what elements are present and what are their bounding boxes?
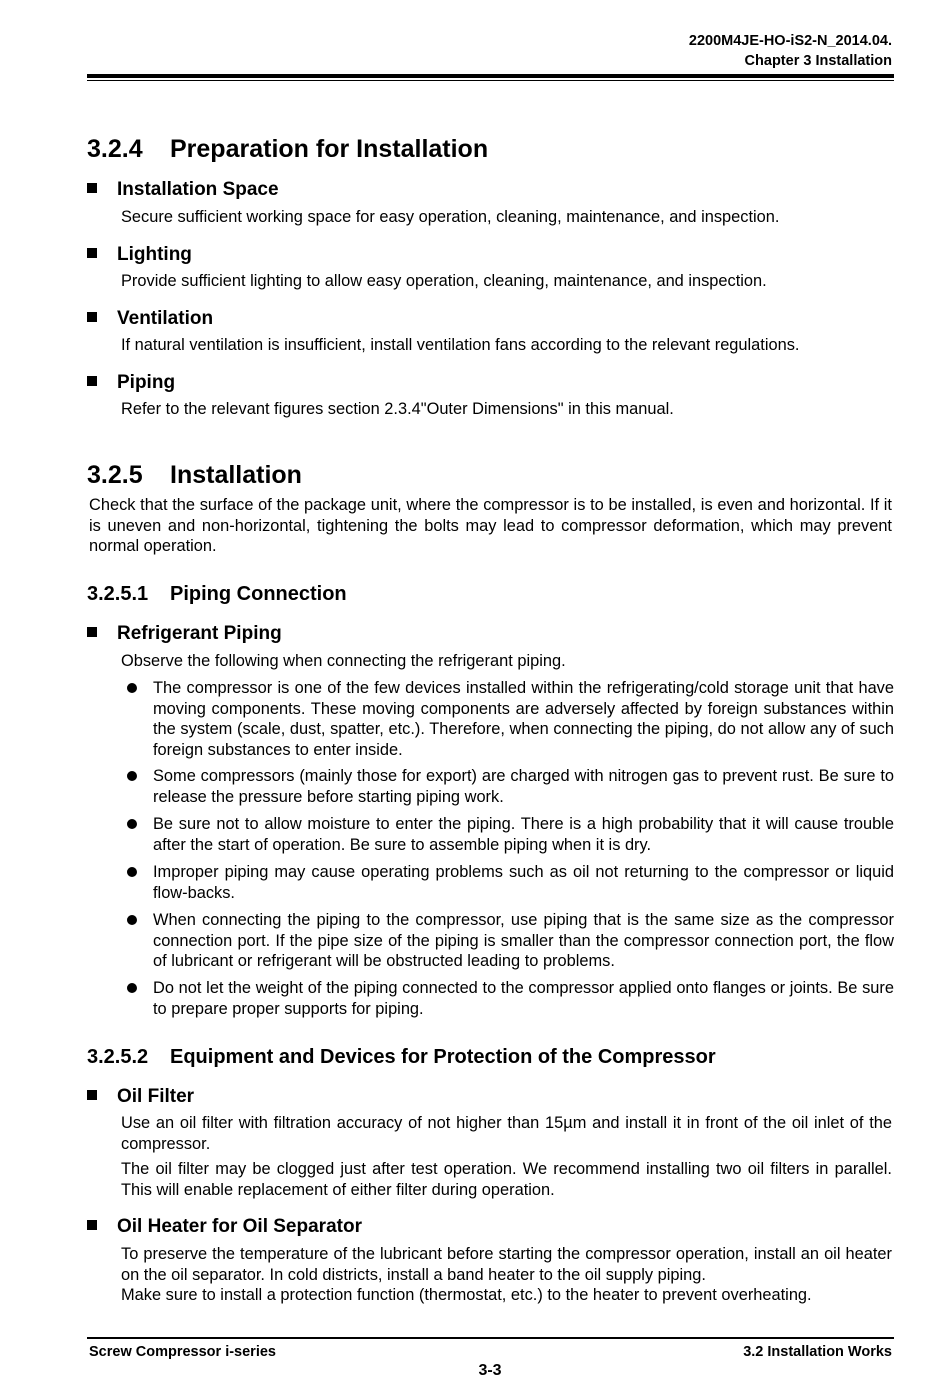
oil-filter-paragraph-1: Use an oil filter with filtration accuracy of not higher than 15µm and install it in front of the oil inlet of the compressor. bbox=[121, 1114, 892, 1153]
list-item bbox=[127, 862, 894, 903]
subsection-refrigerant-piping bbox=[87, 622, 282, 646]
square-bullet-icon bbox=[87, 627, 97, 637]
section-3-2-5-1-heading bbox=[87, 582, 347, 606]
bullet-dot-icon bbox=[127, 983, 137, 993]
bullet-dot-icon bbox=[127, 771, 137, 781]
page-header bbox=[689, 31, 892, 71]
page-number: 3-3 bbox=[478, 1362, 502, 1379]
doc-id: 2200M4JE-HO-iS2-N_2014.04. bbox=[688, 33, 892, 49]
footer-left: Screw Compressor i-series bbox=[89, 1344, 276, 1360]
bullet-dot-icon bbox=[127, 683, 137, 693]
ventilation-text: If natural ventilation is insufficient, install ventilation fans according to the relevant regulations. bbox=[121, 336, 800, 354]
list-item-text: When connecting the piping to the compressor, use piping that is the same size as the compressor connection port. If the pipe size of the piping is smaller than the compressor connection port, the flow of lubricant or refrigerant will be obstructed leading to problems. bbox=[153, 911, 894, 970]
section-3-2-5-2-heading bbox=[87, 1045, 716, 1069]
square-bullet-icon bbox=[87, 1090, 97, 1100]
section-title: Installation bbox=[170, 461, 302, 489]
list-item-text: Improper piping may cause operating problems such as oil not returning to the compressor or liquid flow-backs. bbox=[153, 863, 894, 902]
subsection-title: Oil Filter bbox=[117, 1086, 195, 1107]
bullet-dot-icon bbox=[127, 915, 137, 925]
bullet-dot-icon bbox=[127, 819, 137, 829]
list-item bbox=[127, 766, 894, 807]
list-item-text: Some compressors (mainly those for export) are charged with nitrogen gas to prevent rust. Be sure to release the pressure before starting piping work. bbox=[153, 767, 894, 806]
oil-heater-paragraph-2: Make sure to install a protection function (thermostat, etc.) to the heater to prevent overheating. bbox=[121, 1286, 812, 1304]
subsection-title: Installation Space bbox=[117, 179, 279, 200]
square-bullet-icon bbox=[87, 312, 97, 322]
subsection-piping bbox=[87, 371, 175, 395]
list-item bbox=[127, 978, 894, 1019]
square-bullet-icon bbox=[87, 1220, 97, 1230]
list-item-text: Be sure not to allow moisture to enter the piping. There is a high probability that it will cause trouble after the start of operation. Be sure to assemble piping when it is dry. bbox=[153, 815, 894, 854]
footer-rule bbox=[87, 1337, 894, 1339]
list-item-text: Do not let the weight of the piping connected to the compressor applied onto flanges or joints. Be sure to prepare proper supports for piping. bbox=[153, 979, 894, 1018]
oil-filter-paragraph-2: The oil filter may be clogged just after test operation. We recommend installing two oil filters in parallel. This will enable replacement of either filter during operation. bbox=[121, 1160, 892, 1199]
subsection-title: Oil Heater for Oil Separator bbox=[117, 1216, 362, 1237]
header-rule bbox=[87, 74, 894, 81]
list-item bbox=[127, 814, 894, 855]
installation-space-text: Secure sufficient working space for easy operation, cleaning, maintenance, and inspection. bbox=[121, 208, 780, 226]
installation-paragraph: Check that the surface of the package unit, where the compressor is to be installed, is even and horizontal. If it is uneven and non-horizontal, tightening the bolts may lead to compressor deformation, which may prevent normal operation. bbox=[89, 496, 892, 555]
subsection-title: Piping bbox=[117, 372, 176, 393]
subsection-installation-space bbox=[87, 178, 279, 202]
square-bullet-icon bbox=[87, 183, 97, 193]
list-item bbox=[127, 678, 894, 760]
subsection-oil-filter bbox=[87, 1085, 194, 1109]
subsection-lighting bbox=[87, 243, 192, 267]
square-bullet-icon bbox=[87, 248, 97, 258]
subsection-title: Refrigerant Piping bbox=[117, 623, 282, 644]
section-title: Piping Connection bbox=[170, 583, 347, 605]
subsection-ventilation bbox=[87, 307, 213, 331]
section-3-2-5-heading bbox=[87, 460, 302, 490]
section-number: 3.2.5.2 bbox=[87, 1046, 149, 1068]
piping-text: Refer to the relevant figures section 2.3.4"Outer Dimensions" in this manual. bbox=[121, 400, 674, 418]
footer-right: 3.2 Installation Works bbox=[743, 1344, 892, 1360]
list-item-text: The compressor is one of the few devices installed within the refrigerating/cold storage unit that have moving components. These moving components are adversely affected by foreign substances within the system (scale, dust, spatter, etc.). Therefore, when connecting the piping, do not allow any of such foreign substances to enter inside. bbox=[153, 679, 894, 759]
list-item bbox=[127, 910, 894, 972]
section-number: 3.2.5 bbox=[87, 461, 143, 489]
section-title: Equipment and Devices for Protection of the Compressor bbox=[170, 1046, 716, 1068]
section-title: Preparation for Installation bbox=[170, 135, 489, 163]
subsection-title: Lighting bbox=[117, 244, 192, 265]
section-number: 3.2.5.1 bbox=[87, 583, 149, 605]
subsection-title: Ventilation bbox=[117, 308, 214, 329]
section-number: 3.2.4 bbox=[87, 135, 143, 163]
lighting-text: Provide sufficient lighting to allow easy operation, cleaning, maintenance, and inspection. bbox=[121, 272, 767, 290]
chapter-title: Chapter 3 Installation bbox=[744, 53, 892, 69]
square-bullet-icon bbox=[87, 376, 97, 386]
oil-heater-paragraph-1: To preserve the temperature of the lubricant before starting the compressor operation, install an oil heater on the oil separator. In cold districts, install a band heater to the oil supply piping. bbox=[121, 1245, 892, 1284]
bullet-dot-icon bbox=[127, 867, 137, 877]
subsection-oil-heater bbox=[87, 1215, 362, 1239]
section-3-2-4-heading bbox=[87, 134, 488, 164]
refrigerant-piping-intro: Observe the following when connecting the refrigerant piping. bbox=[121, 652, 566, 670]
